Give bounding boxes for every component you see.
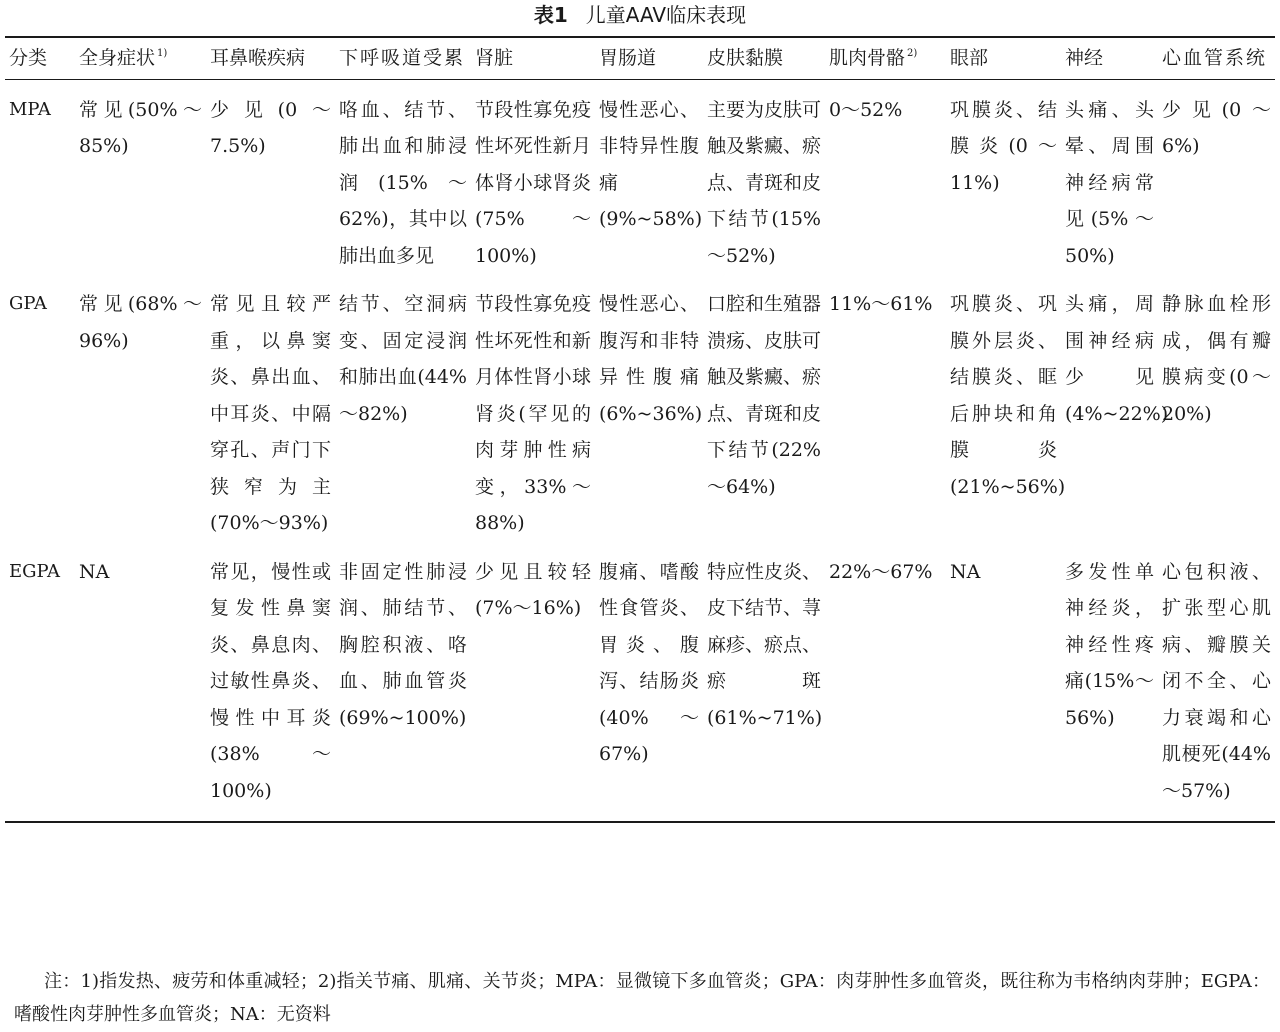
table-row-mpa bbox=[5, 79, 1275, 286]
header-label: 胃肠道 bbox=[599, 47, 657, 69]
table-row-gpa bbox=[5, 286, 1275, 554]
cell-systemic: 常见(68%～96%) bbox=[79, 293, 202, 352]
header-neuro bbox=[1061, 37, 1158, 79]
cell-kidney: 少见且较轻(7%～16%) bbox=[475, 560, 591, 619]
header-label: 眼部 bbox=[950, 47, 989, 69]
cell-lower-respiratory: 咯血、结节、肺出血和肺浸润(15%～62%)，其中以肺出血多见 bbox=[339, 98, 467, 267]
cell-ent: 少见(0～7.5%) bbox=[210, 98, 331, 157]
header-musculoskeletal bbox=[825, 37, 946, 79]
header-category bbox=[5, 37, 75, 79]
cell-musculoskeletal: 22%～67% bbox=[829, 560, 933, 583]
table-footnote: 注：1)指发热、疲劳和体重减轻；2)指关节痛、肌痛、关节炎；MPA：显微镜下多血管炎；GPA：肉芽肿性多血管炎，既往称为韦格纳肉芽肿；EGPA：嗜酸性肉芽肿性多血管炎；NA：无资料 bbox=[14, 971, 1270, 1025]
cell-musculoskeletal: 11%～61% bbox=[829, 293, 933, 315]
cell-lower-respiratory: 结节、空洞病变、固定浸润和肺出血(44%～82%) bbox=[339, 293, 467, 425]
cell-gastrointestinal: 腹痛、嗜酸性食管炎、胃炎、腹泻、结肠炎(40%～67%) bbox=[599, 560, 699, 765]
cell-cardiovascular: 静脉血栓形成，偶有瓣膜病变(0～20%) bbox=[1162, 293, 1271, 425]
header-label: 分类 bbox=[9, 47, 48, 69]
cell-neuro: 头痛、头晕、周围神经病常见(5%～50%) bbox=[1065, 98, 1154, 267]
cell-systemic: 常见(50%～85%) bbox=[79, 98, 202, 157]
header-kidney bbox=[471, 37, 595, 79]
cell-systemic: NA bbox=[79, 560, 110, 583]
cell-category: EGPA bbox=[9, 560, 60, 582]
header-row bbox=[5, 37, 1275, 79]
header-label: 全身症状 bbox=[79, 47, 156, 69]
header-label: 心血管系统 bbox=[1162, 47, 1268, 69]
cell-eye: NA bbox=[950, 560, 981, 583]
cell-lower-respiratory: 非固定性肺浸润、肺结节、胸腔积液、咯血、肺血管炎(69%~100%) bbox=[339, 560, 467, 729]
header-cardiovascular bbox=[1158, 37, 1275, 79]
header-label: 肌肉骨骼 bbox=[829, 47, 906, 69]
header-systemic bbox=[75, 37, 206, 79]
table-number: 表1 bbox=[533, 3, 568, 27]
cell-category: GPA bbox=[9, 293, 47, 314]
cell-kidney: 节段性寡免疫性坏死性新月体肾小球肾炎(75%～100%) bbox=[475, 98, 591, 267]
header-lower-respiratory bbox=[335, 37, 471, 79]
cell-cardiovascular: 心包积液、扩张型心肌病、瓣膜关闭不全、心力衰竭和心肌梗死(44%～57%) bbox=[1162, 560, 1271, 802]
header-label: 皮肤黏膜 bbox=[707, 47, 784, 69]
cell-eye: 巩膜炎、巩膜外层炎、结膜炎、眶后肿块和角膜炎(21%~56%) bbox=[950, 293, 1066, 498]
cell-musculoskeletal: 0～52% bbox=[829, 98, 903, 121]
clinical-table bbox=[5, 36, 1275, 823]
cell-cardiovascular: 少见(0～6%) bbox=[1162, 98, 1271, 157]
header-label: 下呼吸道受累 bbox=[339, 47, 466, 69]
cell-gastrointestinal: 慢性恶心、非特异性腹痛(9%~58%) bbox=[599, 98, 703, 230]
cell-neuro: 多发性单神经炎，神经性疼痛(15%～56%) bbox=[1065, 560, 1154, 729]
cell-kidney: 节段性寡免疫性坏死性和新月体性肾小球肾炎(罕见的肉芽肿性病变，33%～88%) bbox=[475, 293, 591, 534]
header-label: 神经 bbox=[1065, 47, 1104, 69]
header-footnote-mark: 1) bbox=[157, 48, 168, 59]
table-title: 儿童AAV临床表现 bbox=[585, 3, 747, 27]
cell-category: MPA bbox=[9, 98, 51, 120]
cell-skin-mucosa: 主要为皮肤可触及紫癜、瘀点、青斑和皮下结节(15%～52%) bbox=[707, 98, 822, 267]
table-caption bbox=[0, 0, 1280, 34]
header-eye bbox=[946, 37, 1061, 79]
header-skin-mucosa bbox=[703, 37, 825, 79]
header-label: 耳鼻喉疾病 bbox=[210, 47, 306, 69]
cell-ent: 常见，慢性或复发性鼻窦炎、鼻息肉、过敏性鼻炎、慢性中耳炎(38%～100%) bbox=[210, 560, 331, 802]
cell-skin-mucosa: 口腔和生殖器溃疡、皮肤可触及紫癜、瘀点、青斑和皮下结节(22%～64%) bbox=[707, 293, 822, 498]
cell-gastrointestinal: 慢性恶心、腹泻和非特异性腹痛(6%~36%) bbox=[599, 293, 703, 425]
cell-eye: 巩膜炎、结膜炎(0～11%) bbox=[950, 98, 1057, 194]
cell-ent: 常见且较严重，以鼻窦炎、鼻出血、中耳炎、中隔穿孔、声门下狭窄为主(70%～93%) bbox=[210, 293, 331, 534]
cell-neuro: 头痛，周围神经病少见(4%~22%) bbox=[1065, 293, 1169, 425]
header-footnote-mark: 2) bbox=[907, 48, 918, 59]
header-ent bbox=[206, 37, 335, 79]
header-label: 肾脏 bbox=[475, 47, 514, 69]
cell-skin-mucosa: 特应性皮炎、皮下结节、荨麻疹、瘀点、瘀斑(61%~71%) bbox=[707, 560, 823, 729]
table-row-egpa bbox=[5, 554, 1275, 823]
header-gastrointestinal bbox=[595, 37, 703, 79]
